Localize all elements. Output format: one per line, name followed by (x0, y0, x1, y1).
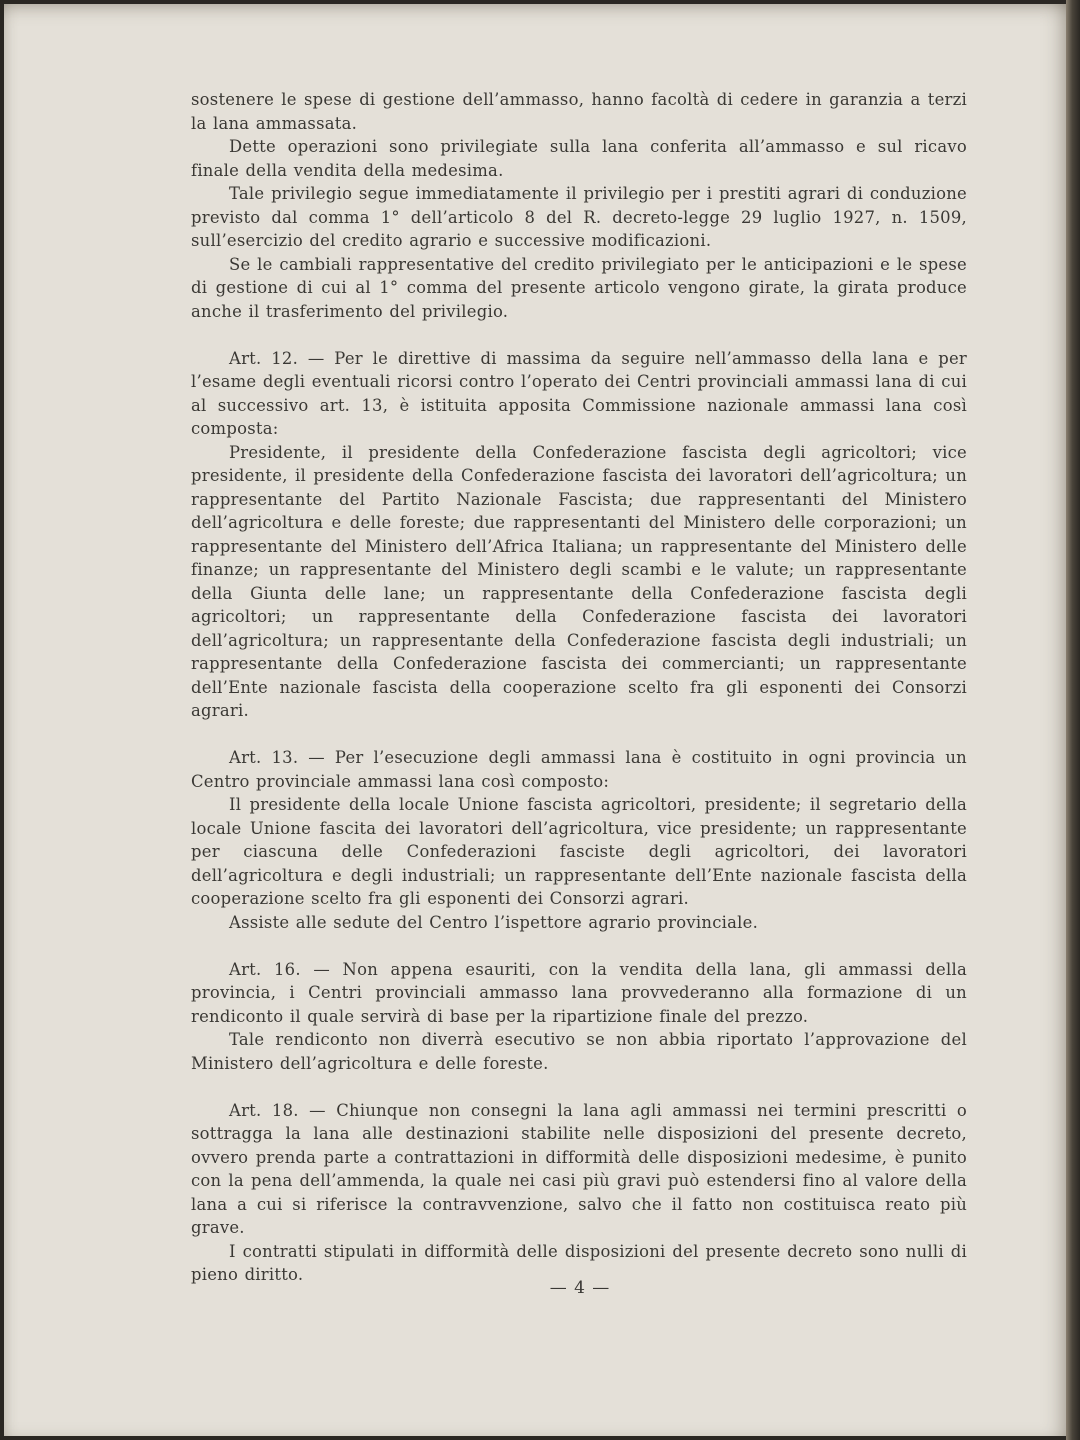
article-12: Art. 12. — Per le direttive di massima da seguire nell’ammasso della lana e per l’esame degli eventuali ricorsi contro l’operato dei Centri provinciali ammassi lana di cui al successivo art. 13, è istituita apposita Commissione nazionale ammassi lana così composta: (191, 348, 967, 438)
paragraph-privileged-operations: Dette operazioni sono privilegiate sulla lana conferita all’ammasso e sul ricavo finale della vendita della medesima. (191, 137, 967, 180)
opening-paragraph: sostenere le spese di gestione dell’ammasso, hanno facoltà di cedere in garanzia a terzi la lana ammassata. (191, 90, 967, 133)
page-number-text: — 4 — (549, 1278, 611, 1298)
paragraph-bills-endorsement: Se le cambiali rappresentative del credito privilegiato per le anticipazioni e le spese di gestione di cui al 1° comma del presente articolo vengono girate, la girata produce anche il trasferimento del privilegio. (191, 254, 967, 321)
article-13: Art. 13. — Per l’esecuzione degli ammassi lana è costituito in ogni provincia un Centro provinciale ammassi lana così composto: (191, 748, 967, 791)
article-13-inspector: Assiste alle sedute del Centro l’ispettore agrario provinciale. (229, 912, 759, 932)
page-number (0, 1278, 1080, 1298)
article-16: Art. 16. — Non appena esauriti, con la vendita della lana, gli ammassi della provincia, i Centri provinciali ammasso lana provvederanno alla formazione di un rendiconto il quale servirà di base per la ripartizione finale del prezzo. (191, 959, 967, 1026)
article-12-composition: Presidente, il presidente della Confederazione fascista degli agricoltori; vice presidente, il presidente della Confederazione fascista dei lavoratori dell’agricoltura; un rappresentante del Partito Nazionale Fascista; due rappresentanti del Ministero dell’agricoltura e delle foreste; due rappresentanti del Ministero delle corporazioni; un rappresentante del Ministero dell’Africa Italiana; un rappresentante del Ministero delle finanze; un rappresentante del Ministero degli scambi e le valute; un rappresentante della Giunta delle lane; un rappresentante della Confederazione fascista degli agricoltori; un rappresentante della Confederazione fascista dei lavoratori dell’agricoltura; un rappresentante della Confederazione fascista degli industriali; un rappresentante della Confederazione fascista dei commercianti; un rappresentante dell’Ente nazionale fascista della cooperazione scelto fra gli esponenti dei Consorzi agrari. (191, 442, 967, 720)
article-16-approval: Tale rendiconto non diverrà esecutivo se non abbia riportato l’approvazione del Ministero dell’agricoltura e delle foreste. (191, 1030, 967, 1073)
paragraph-privilege-order: Tale privilegio segue immediatamente il privilegio per i prestiti agrari di conduzione previsto dal comma 1° dell’articolo 8 del R. decreto-legge 29 luglio 1927, n. 1509, sull’esercizio del credito agrario e successive modificazioni. (191, 184, 967, 250)
binding-shadow (1066, 0, 1080, 1440)
article-18-void-contracts: I contratti stipulati in difformità delle disposizioni del presente decreto sono nulli di pieno diritto. (191, 1241, 967, 1284)
article-13-composition: Il presidente della locale Unione fascista agricoltori, presidente; il segretario della locale Unione fascita dei lavoratori dell’agricoltura, vice presidente; un rappresentante per ciascuna delle Confederazioni fasciste degli agricoltori, dei lavoratori dell’agricoltura e degli industriali; un rappresentante dell’Ente nazionale fascista della cooperazione scelto fra gli esponenti dei Consorzi agrari. (191, 795, 967, 908)
article-18: Art. 18. — Chiunque non consegni la lana agli ammassi nei termini prescritti o sottragga la lana alle destinazioni stabilite nelle disposizioni del presente decreto, ovvero prenda parte a contrattazioni in difformità delle disposizioni medesime, è punito con la pena dell’ammenda, la quale nei casi più gravi può estendersi fino al valore della lana a cui si riferisce la contravvenzione, salvo che il fatto non costituisca reato più grave. (191, 1100, 967, 1237)
document-body (191, 88, 967, 1287)
paper-sheet (4, 4, 1072, 1436)
